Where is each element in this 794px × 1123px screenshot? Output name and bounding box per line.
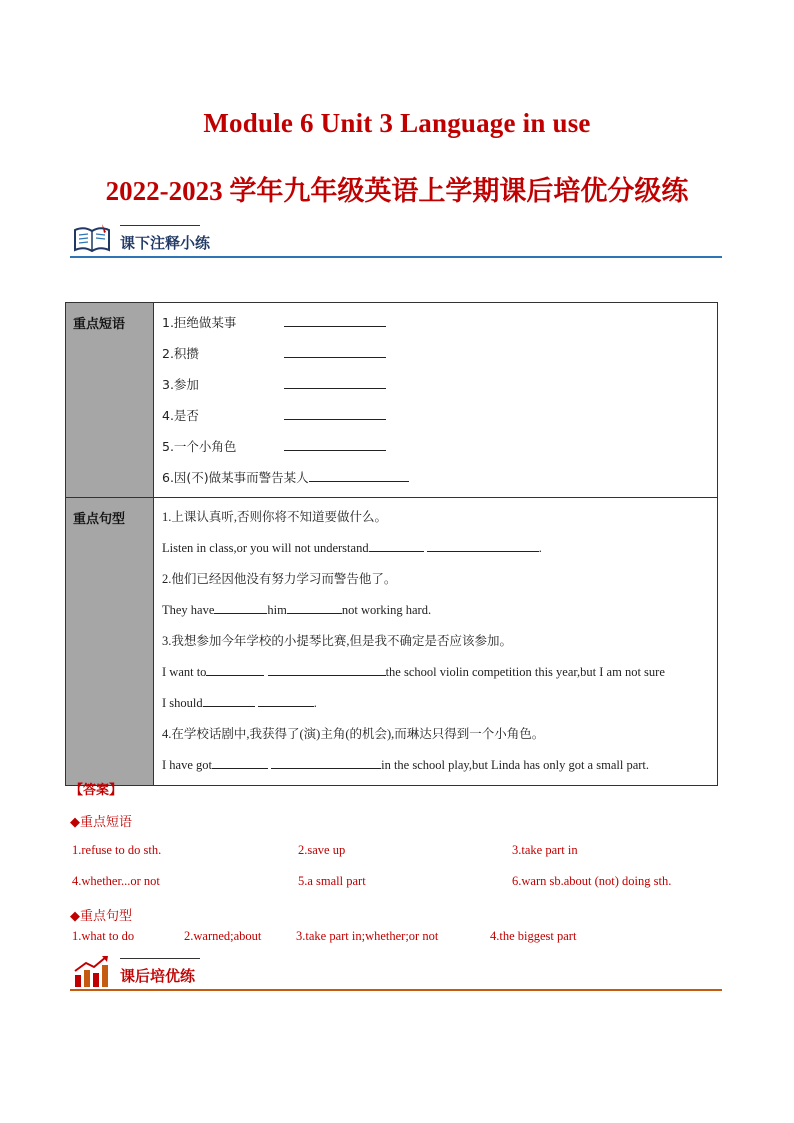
phrase-line bbox=[162, 462, 711, 493]
sentence-english bbox=[162, 595, 711, 626]
phrase-text: 6.因(不)做某事而警告某人 bbox=[162, 470, 309, 485]
section-label: 课后培优练 bbox=[120, 967, 196, 985]
phrases-row bbox=[66, 303, 718, 498]
answer-blank[interactable] bbox=[212, 754, 268, 769]
answer-item: 4.the biggest part bbox=[490, 929, 577, 943]
sentence-text: I have got bbox=[162, 758, 212, 772]
exercise-table bbox=[65, 302, 718, 786]
sentence-text: I should bbox=[162, 696, 203, 710]
page-title: Module 6 Unit 3 Language in use bbox=[203, 108, 591, 138]
answer-heading: 【答案】 bbox=[70, 783, 123, 798]
section-rule bbox=[70, 989, 722, 991]
answer-item: 6.warn sb.about (not) doing sth. bbox=[512, 874, 672, 888]
answer-item: 2.save up bbox=[298, 843, 346, 857]
sentence-text: the school violin competition this year,but I am not sure bbox=[385, 665, 665, 679]
answer-blank[interactable] bbox=[369, 537, 424, 552]
sentence-english bbox=[162, 533, 711, 564]
sentence-chinese: 4.在学校话剧中,我获得了(演)主角(的机会),而琳达只得到一个小角色。 bbox=[162, 727, 545, 741]
sentence-text: . bbox=[538, 541, 542, 555]
answer-blank[interactable] bbox=[309, 467, 409, 482]
sentence-chinese: 2.他们已经因他没有努力学习而警告他了。 bbox=[162, 572, 397, 586]
phrase-line bbox=[162, 431, 711, 462]
answer-blank[interactable] bbox=[258, 692, 314, 707]
phrase-line bbox=[162, 369, 711, 400]
sentences-cell bbox=[154, 498, 718, 786]
phrase-text: 3.参加 bbox=[162, 377, 199, 392]
section-rule bbox=[70, 256, 722, 258]
answer-blank[interactable] bbox=[206, 661, 264, 676]
section-header-notes bbox=[70, 222, 722, 258]
answer-item: 4.whether...or not bbox=[72, 874, 160, 888]
sentence-text: not working hard. bbox=[341, 603, 432, 617]
answer-blank[interactable] bbox=[284, 374, 386, 389]
sentence-text: Listen in class,or you will not understand bbox=[162, 541, 369, 555]
answer-item: 1.refuse to do sth. bbox=[72, 843, 162, 857]
header-accent-line bbox=[120, 958, 200, 959]
answer-item: 3.take part in bbox=[512, 843, 578, 857]
section-header-practice bbox=[70, 955, 722, 991]
sentence-chinese: 1.上课认真听,否则你将不知道要做什么。 bbox=[162, 510, 388, 524]
phrase-line bbox=[162, 400, 711, 431]
page-subtitle: 2022-2023 学年九年级英语上学期课后培优分级练 bbox=[105, 176, 689, 206]
answer-phrases-label: ◆重点短语 bbox=[70, 815, 132, 830]
answer-item: 2.warned;about bbox=[184, 929, 262, 943]
sentence-chinese: 3.我想参加今年学校的小提琴比赛,但是我不确定是否应该参加。 bbox=[162, 634, 513, 648]
answer-item: 1.what to do bbox=[72, 929, 135, 943]
answer-sentences-label: ◆重点句型 bbox=[70, 909, 132, 924]
sentence-text: They have bbox=[162, 603, 215, 617]
sentence-english bbox=[162, 688, 711, 719]
phrase-text: 4.是否 bbox=[162, 408, 199, 423]
answer-blank[interactable] bbox=[214, 599, 267, 614]
sentence-english bbox=[162, 657, 711, 688]
phrase-line bbox=[162, 338, 711, 369]
sentence-text: in the school play,but Linda has only got a small part. bbox=[381, 758, 649, 772]
answer-blank[interactable] bbox=[287, 599, 342, 614]
answer-blank[interactable] bbox=[284, 343, 386, 358]
phrase-line bbox=[162, 307, 711, 338]
phrases-cell bbox=[154, 303, 718, 498]
sentence-english bbox=[162, 750, 711, 781]
sentences-label: 重点句型 bbox=[66, 498, 154, 786]
phrase-text: 1.拒绝做某事 bbox=[162, 315, 237, 330]
answer-blank[interactable] bbox=[284, 405, 386, 420]
section-label: 课下注释小练 bbox=[120, 234, 211, 252]
answer-blank[interactable] bbox=[284, 312, 386, 327]
phrases-label: 重点短语 bbox=[66, 303, 154, 498]
phrase-text: 5.一个小角色 bbox=[162, 439, 237, 454]
answer-item: 5.a small part bbox=[298, 874, 366, 888]
answer-blank[interactable] bbox=[284, 436, 386, 451]
header-accent-line bbox=[120, 225, 200, 226]
answer-blank[interactable] bbox=[268, 661, 386, 676]
sentence-text: him bbox=[267, 603, 287, 617]
answer-blank[interactable] bbox=[427, 537, 539, 552]
answer-blank[interactable] bbox=[271, 754, 381, 769]
phrase-text: 2.积攒 bbox=[162, 346, 199, 361]
sentences-row bbox=[66, 498, 718, 786]
answer-blank[interactable] bbox=[203, 692, 255, 707]
sentence-text: I want to bbox=[162, 665, 207, 679]
answer-item: 3.take part in;whether;or not bbox=[296, 929, 439, 943]
sentence-text: . bbox=[313, 696, 317, 710]
